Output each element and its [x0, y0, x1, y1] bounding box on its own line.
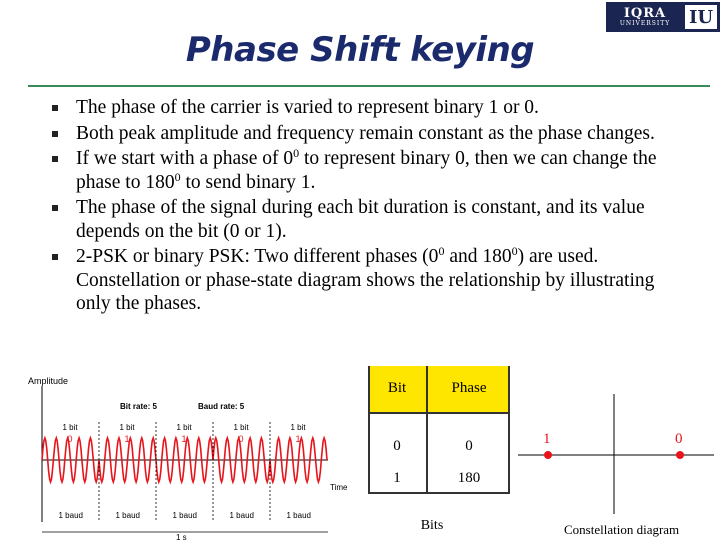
logo-sub: UNIVERSITY — [619, 20, 671, 27]
bullet-text: to represent binary 0, then we can change the phase to 180 — [76, 148, 657, 193]
bit-label: 1 bit — [290, 423, 306, 432]
bit-value: 0 — [67, 434, 73, 444]
bullet-text: 2-PSK or binary PSK: Two different phases (0 — [76, 246, 439, 267]
bullet-text: ) are used. Constellation or phase-state diagram shows the relationship by illustrating only the phases. — [76, 246, 655, 314]
bullet-marker-icon — [52, 156, 58, 162]
baud-label: 1 baud — [58, 511, 83, 520]
constellation-point-0 — [676, 451, 684, 459]
bullet-text: to send binary 1. — [180, 171, 316, 193]
bullet-list — [52, 96, 662, 318]
bit-values — [68, 434, 301, 444]
table-header-cell: Phase — [451, 380, 487, 396]
university-logo — [606, 2, 720, 32]
constellation-caption: Constellation diagram — [564, 522, 680, 537]
logo-text — [607, 3, 683, 31]
bullet-marker-icon — [52, 254, 58, 260]
bit-label: 1 bit — [119, 423, 135, 432]
baud-labels — [59, 511, 311, 520]
baud-label: 1 baud — [286, 511, 311, 520]
bit-value: 1 — [124, 434, 130, 444]
degree-superscript: 0 — [511, 244, 518, 258]
point-label-1: 1 — [543, 431, 551, 447]
bit-value: 1 — [181, 434, 187, 444]
table-cell: 1 — [393, 470, 401, 486]
bullet-text: Both peak amplitude and frequency remain constant as the phase changes. — [76, 122, 655, 144]
bullet-item — [52, 245, 662, 316]
bit-label: 1 bit — [62, 423, 78, 432]
bullet-text: and 180 — [444, 246, 512, 267]
degree-superscript: 0 — [293, 146, 300, 160]
bit-rate-label: Bit rate: 5 — [120, 402, 157, 411]
baud-rate-label: Baud rate: 5 — [198, 402, 245, 411]
degree-superscript: 0 — [174, 169, 181, 184]
phase-table — [368, 366, 510, 540]
logo-main: IQRA — [623, 6, 667, 21]
bullet-text: If we start with a phase of 0 — [76, 148, 294, 169]
amplitude-label: Amplitude — [28, 376, 69, 386]
psk-waveform-figure — [28, 372, 363, 540]
duration-label: 1 s — [176, 533, 187, 540]
bit-label: 1 bit — [176, 423, 192, 432]
point-label-0: 0 — [675, 431, 683, 447]
bullet-marker-icon — [52, 131, 58, 137]
baud-label: 1 baud — [172, 511, 197, 520]
constellation-diagram — [518, 392, 714, 540]
table-header-cell: Bit — [387, 380, 407, 396]
bullet-item — [52, 196, 662, 243]
bullet-item — [52, 96, 662, 120]
time-label: Time — [330, 483, 348, 492]
logo-mark: IU — [685, 5, 717, 29]
baud-label: 1 baud — [115, 511, 140, 520]
constellation-point-1 — [544, 451, 552, 459]
slide-title: Phase Shift keying — [185, 30, 535, 70]
table-cell: 180 — [457, 470, 481, 486]
table-border — [368, 492, 510, 494]
degree-superscript: 0 — [438, 244, 445, 258]
bullet-text: The phase of the signal during each bit duration is constant, and its value depends on the bit (0 or 1). — [76, 197, 645, 242]
baud-label: 1 baud — [229, 511, 254, 520]
bullet-marker-icon — [52, 205, 58, 211]
bullet-item — [52, 122, 662, 146]
table-cell: 0 — [465, 438, 473, 454]
table-caption: Bits — [420, 518, 444, 533]
bullet-text: The phase of the carrier is varied to represent binary 1 or 0. — [76, 97, 539, 118]
bit-value: 0 — [238, 434, 244, 444]
bit-label: 1 bit — [233, 423, 249, 432]
bullet-marker-icon — [52, 105, 58, 111]
table-divider — [368, 412, 510, 414]
title-divider — [28, 85, 710, 87]
bit-value: 1 — [295, 434, 301, 444]
table-cell: 0 — [393, 438, 401, 454]
bullet-item — [52, 147, 662, 194]
